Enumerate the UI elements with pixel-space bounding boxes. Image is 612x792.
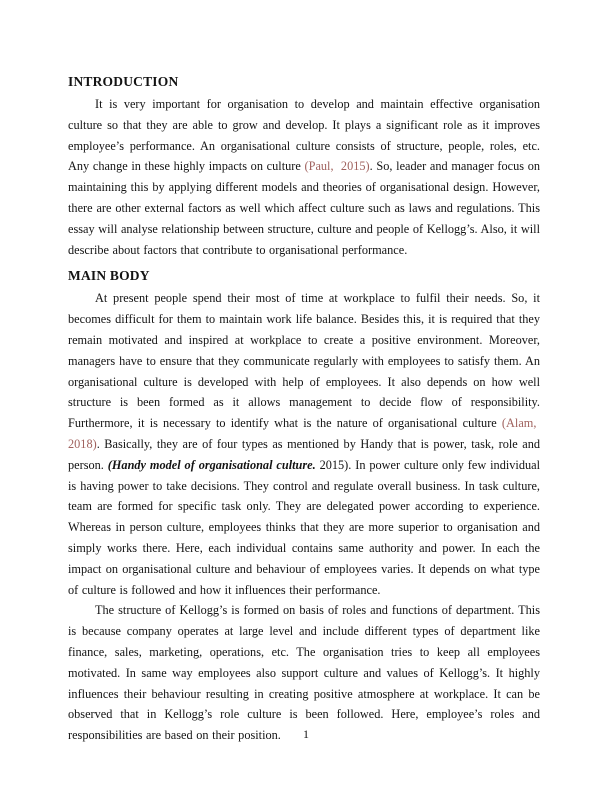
- citation-text: (Paul, 2015): [304, 159, 370, 174]
- document-body: [68, 72, 540, 746]
- section-heading: MAIN BODY: [68, 268, 150, 284]
- paragraph: [68, 288, 540, 600]
- text-run: . Basically, they are of four types as mentioned by Handy that is power, task, role and person.: [68, 436, 540, 472]
- paragraph: [68, 600, 540, 746]
- citation-text: (Alam, 2018): [68, 416, 540, 451]
- text-run: 2015). In power culture only few individual is having power to take decisions. They control and regulate overall business. In task culture, team are formed for specific task only. They are delegated power according to experience. Whereas in person culture, employees thinks that they are more superior to organisation and simply works there. Here, each individual contains same authority and power. In each the impact on organisational culture and behaviour of employees varies. It depends on what type of culture is followed and how it influences their performance.: [68, 457, 541, 597]
- text-run: It is very important for organisation to develop and maintain effective organisation culture so that they are able to grow and develop. It plays a significant role as it improves employee’s performance. An organisational culture consists of structure, people, roles, etc. Any change in these highly impacts on culture: [68, 97, 540, 174]
- text-run: At present people spend their most of time at workplace to fulfil their needs. So, it becomes difficult for them to maintain work life balance. Besides this, it is required that they remain motivated and inspired at workplace to create a positive environment. Moreover, managers have to ensure that they communicate regularly with employees to satisfy them. An organisational culture is developed with help of employees. It also depends on how well structure is been formed as it allows management to decide flow of responsibility. Furthermore, it is necessary to identify what is the nature of organisational culture: [68, 291, 540, 431]
- page-number: 1: [303, 727, 309, 741]
- text-run: The structure of Kellogg’s is formed on basis of roles and functions of department. This is because company operates at large level and include different types of department like finance, sales, marketing, operations, etc. The organisation tries to keep all employees motivated. In same way employees also support culture and values of Kellogg’s. It highly influences their behaviour resulting in creating positive atmosphere at workplace. It can be observed that in Kellogg’s role culture is been followed. Here, employee’s roles and responsibilities are based on their position.: [68, 603, 540, 743]
- paragraph: [68, 94, 540, 260]
- section-heading: INTRODUCTION: [68, 74, 179, 89]
- text-run: . So, leader and manager focus on maintaining this by applying different models and theories of organisational design. However, there are other external factors as well which affect culture such as laws and regulations. This essay will analyse relationship between structure, culture and people of Kellogg’s. Also, it will describe about factors that contribute to organisational performance.: [68, 159, 540, 257]
- text-run: (Handy model of organisational culture.: [107, 457, 316, 472]
